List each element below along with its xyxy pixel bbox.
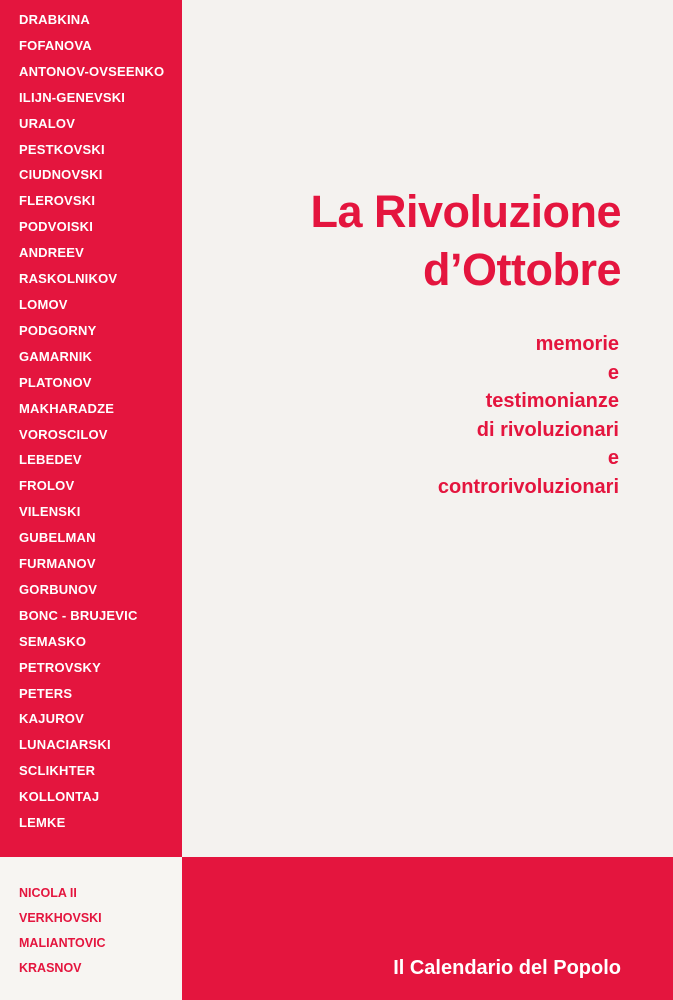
name-item: DRABKINA bbox=[19, 12, 90, 27]
name-item: SCLIKHTER bbox=[19, 763, 96, 779]
name-item: LEMKE bbox=[19, 815, 66, 831]
names-column bbox=[0, 0, 182, 857]
subtitle-line: controrivoluzionari bbox=[437, 475, 619, 498]
book-title bbox=[310, 183, 621, 299]
name-item: ANDREEV bbox=[19, 245, 84, 261]
subtitle-line: testimonianze bbox=[485, 390, 619, 412]
title-line: La Rivoluzione bbox=[310, 186, 621, 237]
name-item: PODGORNY bbox=[19, 322, 97, 338]
counter-name-item: VERKHOVSKI bbox=[19, 911, 102, 925]
name-item: ANTONOV-OVSEENKO bbox=[19, 63, 165, 79]
name-item: FLEROVSKI bbox=[19, 193, 96, 209]
subtitle-line: e bbox=[607, 447, 619, 469]
name-item: LEBEDEV bbox=[19, 452, 82, 468]
name-item: VILENSKI bbox=[19, 504, 81, 520]
name-item: PODVOISKI bbox=[19, 219, 94, 235]
name-item: URALOV bbox=[19, 115, 76, 131]
name-item: FOFANOVA bbox=[19, 37, 92, 53]
name-item: CIUDNOVSKI bbox=[19, 167, 103, 183]
name-item: GAMARNIK bbox=[19, 348, 93, 364]
counter-name-item: KRASNOV bbox=[19, 961, 82, 975]
title-line: d’Ottobre bbox=[423, 244, 621, 295]
name-item: PETERS bbox=[19, 685, 73, 701]
name-item: GORBUNOV bbox=[19, 581, 98, 597]
counter-revolutionary-names-list bbox=[19, 881, 106, 981]
publisher-name: Il Calendario del Popolo bbox=[393, 957, 621, 979]
name-item: BONC - BRUJEVIC bbox=[19, 607, 138, 623]
name-item: GUBELMAN bbox=[19, 530, 96, 546]
name-item: SEMASKO bbox=[19, 633, 87, 649]
name-item: VOROSCILOV bbox=[19, 426, 108, 442]
counter-name-item: MALIANTOVIC bbox=[19, 936, 106, 950]
name-item: PETROVSKY bbox=[19, 659, 101, 675]
name-item: KAJUROV bbox=[19, 711, 84, 727]
name-item: MAKHARADZE bbox=[19, 400, 115, 416]
counter-name-item: NICOLA II bbox=[19, 886, 77, 900]
name-item: PLATONOV bbox=[19, 374, 92, 390]
subtitle-line: di rivoluzionari bbox=[476, 418, 619, 441]
name-item: PESTKOVSKI bbox=[19, 141, 105, 157]
book-subtitle bbox=[438, 330, 619, 501]
name-item: FURMANOV bbox=[19, 556, 96, 572]
revolutionary-names-list bbox=[19, 7, 164, 836]
subtitle-line: memorie bbox=[535, 333, 619, 355]
name-item: FROLOV bbox=[19, 478, 75, 494]
name-item: LUNACIARSKI bbox=[19, 737, 111, 753]
name-item: KOLLONTAJ bbox=[19, 789, 100, 805]
name-item: LOMOV bbox=[19, 296, 68, 312]
subtitle-line: e bbox=[607, 361, 619, 384]
name-item: ILIJN-GENEVSKI bbox=[19, 89, 126, 105]
name-item: RASKOLNIKOV bbox=[19, 271, 118, 287]
